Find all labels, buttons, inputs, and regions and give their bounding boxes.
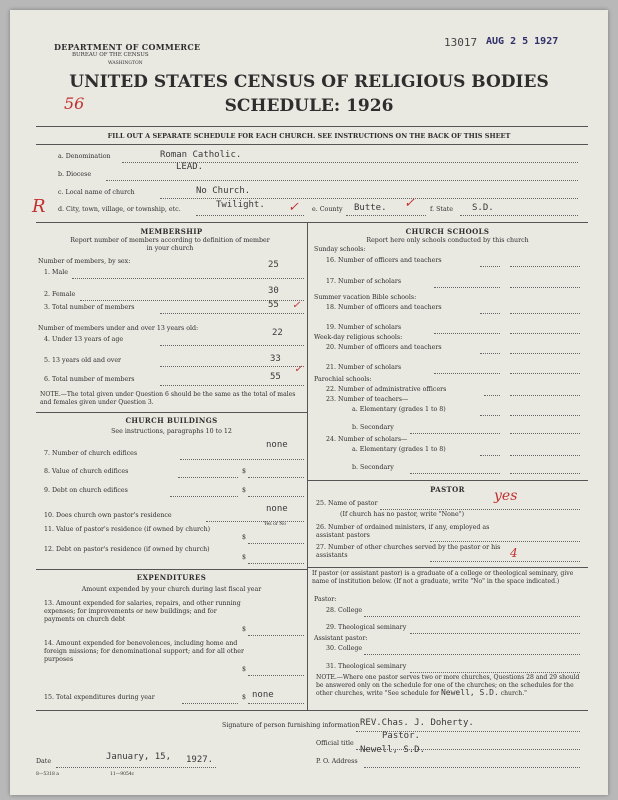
rule xyxy=(36,569,307,570)
bureau-label: BUREAU OF THE CENSUS xyxy=(72,52,149,58)
dotted-line xyxy=(410,633,580,634)
multi-note-end: church." xyxy=(500,690,527,697)
column-divider xyxy=(307,222,308,710)
dotted-line xyxy=(510,333,580,334)
dotted-line xyxy=(510,395,580,396)
dotted-line xyxy=(248,543,304,544)
dotted-line xyxy=(510,313,580,314)
currency-sign: $ xyxy=(242,694,247,701)
dotted-line xyxy=(480,266,500,267)
dotted-line xyxy=(248,675,304,676)
dotted-line xyxy=(510,353,580,354)
q3-label: 3. Total number of members xyxy=(44,304,135,311)
dotted-line xyxy=(248,496,304,497)
check-mark: ✓ xyxy=(404,196,415,211)
dotted-line xyxy=(248,635,304,636)
parochial-label: Parochial schools: xyxy=(314,376,372,383)
buildings-sub: See instructions, paragraphs 10 to 12 xyxy=(111,428,232,435)
schools-intro: Report here only schools conducted by this church xyxy=(366,237,529,244)
q16-label: 16. Number of officers and teachers xyxy=(326,257,442,264)
rule xyxy=(307,480,588,481)
under-over-label: Number of members under and over 13 years old: xyxy=(38,325,199,332)
dotted-line xyxy=(160,385,304,386)
q6-label: 6. Total number of members xyxy=(44,376,135,383)
multi-note-text: NOTE.—Where one pastor serves two or more churches, Questions 28 and 29 should be answered only on the schedule for one of the churches; on the schedules for the other churches, write "See schedule for xyxy=(316,674,580,697)
dotted-line xyxy=(460,215,578,216)
weekday-label: Week-day religious schools: xyxy=(314,334,403,341)
dotted-line xyxy=(364,767,580,768)
q24a-label: a. Elementary (grades 1 to 8) xyxy=(352,446,446,453)
dotted-line xyxy=(430,561,580,562)
dotted-line xyxy=(364,654,580,655)
hand-number: 56 xyxy=(64,94,85,113)
dotted-line xyxy=(180,459,304,460)
dotted-line xyxy=(510,266,580,267)
rule xyxy=(36,710,588,711)
q21-label: 21. Number of scholars xyxy=(326,364,402,371)
check-mark: ✓ xyxy=(294,364,303,375)
yes-no-hint: Yes or No xyxy=(264,522,286,527)
q10-value[interactable]: none xyxy=(266,504,288,514)
dotted-line xyxy=(160,198,578,199)
q17-label: 17. Number of scholars xyxy=(326,278,402,285)
local-name-value[interactable]: No Church. xyxy=(196,186,251,196)
q2-label: 2. Female xyxy=(44,291,76,298)
dotted-line xyxy=(248,563,304,564)
q27-value[interactable]: 4 xyxy=(510,546,518,560)
dotted-line xyxy=(364,616,580,617)
hand-letter: R xyxy=(32,196,46,217)
department-label: DEPARTMENT OF COMMERCE xyxy=(54,42,201,52)
dotted-line xyxy=(480,455,500,456)
currency-sign: $ xyxy=(242,666,247,673)
dotted-line xyxy=(380,509,580,510)
q28-label: 28. College xyxy=(326,607,363,614)
dotted-line xyxy=(480,313,500,314)
asst-pastor-sublabel: Assistant pastor: xyxy=(314,635,368,642)
check-mark: ✓ xyxy=(288,200,299,215)
dotted-line xyxy=(410,672,580,673)
q24-label: 24. Number of scholars— xyxy=(326,436,408,443)
stamp-number: 13017 xyxy=(444,36,478,49)
q12-label: 12. Debt on pastor's residence (if owned by church) xyxy=(44,546,210,553)
dotted-line xyxy=(510,433,580,434)
dotted-line xyxy=(248,477,304,478)
pastor-title: PASTOR xyxy=(430,485,465,494)
dotted-line xyxy=(182,703,238,704)
dotted-line xyxy=(196,215,304,216)
q4-label: 4. Under 13 years of age xyxy=(44,336,124,343)
form-title: UNITED STATES CENSUS OF RELIGIOUS BODIES xyxy=(69,72,549,92)
dotted-line xyxy=(434,287,500,288)
q27-label: 27. Number of other churches served by the pastor or his assistants xyxy=(316,544,501,559)
dotted-line xyxy=(248,703,304,704)
buildings-title: CHURCH BUILDINGS xyxy=(125,416,218,425)
q1-value[interactable]: 25 xyxy=(268,260,279,270)
rule xyxy=(36,144,588,145)
q3-value[interactable]: 55 xyxy=(268,300,279,310)
check-mark: ✓ xyxy=(292,300,301,311)
dotted-line xyxy=(510,373,580,374)
q25-value[interactable]: yes xyxy=(494,488,518,504)
dotted-line xyxy=(410,433,500,434)
graduate-note: If pastor (or assistant pastor) is a graduate of a college or theological seminary, give name of institution below. (If not a graduate, write "No" in the space indicated.) xyxy=(312,570,574,585)
membership-title: MEMBERSHIP xyxy=(140,227,203,236)
official-title-label: Official title xyxy=(316,740,354,747)
dotted-line xyxy=(72,278,304,279)
q24b-label: b. Secondary xyxy=(352,464,394,471)
q8-label: 8. Value of church edifices xyxy=(44,468,129,475)
city-value[interactable]: Twilight. xyxy=(216,200,265,210)
denomination-label: a. Denomination xyxy=(58,153,111,160)
address-label: P. O. Address xyxy=(316,758,358,765)
multi-church-note xyxy=(316,674,584,698)
q25-label: 25. Name of pastor xyxy=(316,500,378,507)
dotted-line xyxy=(410,473,500,474)
q5-value[interactable]: 33 xyxy=(270,354,281,364)
rule xyxy=(36,412,307,413)
rule xyxy=(307,567,588,568)
q9-label: 9. Debt on church edifices xyxy=(44,487,128,494)
signature-label: Signature of person furnishing information xyxy=(222,722,360,729)
q5-label: 5. 13 years old and over xyxy=(44,357,122,364)
currency-sign: $ xyxy=(242,626,247,633)
dotted-line xyxy=(480,353,500,354)
expenditures-title: EXPENDITURES xyxy=(136,573,207,582)
sunday-label: Sunday schools: xyxy=(314,246,366,253)
dotted-line xyxy=(206,521,304,522)
q22-label: 22. Number of administrative officers xyxy=(326,386,447,393)
q15-label: 15. Total expenditures during year xyxy=(44,694,155,701)
date-value[interactable]: January, 15, xyxy=(106,752,172,762)
q6-value[interactable]: 55 xyxy=(270,372,281,382)
city-label: WASHINGTON xyxy=(108,61,143,66)
county-value[interactable]: Butte. xyxy=(354,203,387,213)
signature-value[interactable]: REV.Chas. J. Doherty. xyxy=(360,718,474,728)
dotted-line xyxy=(434,373,500,374)
q11-label: 11. Value of pastor's residence (if owned by church) xyxy=(44,526,211,533)
dotted-line xyxy=(56,767,216,768)
q18-label: 18. Number of officers and teachers xyxy=(326,304,442,311)
city-label-field: d. City, town, village, or township, etc. xyxy=(58,206,181,213)
form-number: 8—5318 a xyxy=(36,772,59,777)
diocese-value[interactable]: LEAD. xyxy=(176,162,204,172)
dotted-line xyxy=(434,333,500,334)
currency-sign: $ xyxy=(242,534,247,541)
q7-label: 7. Number of church edifices xyxy=(44,450,138,457)
pastor-sublabel: Pastor: xyxy=(314,596,337,603)
q26-label: 26. Number of ordained ministers, if any, employed as assistant pastors xyxy=(316,524,490,539)
q4-value[interactable]: 22 xyxy=(272,328,283,338)
q15-value[interactable]: none xyxy=(252,690,274,700)
dotted-line xyxy=(430,541,580,542)
q19-label: 19. Number of scholars xyxy=(326,324,402,331)
q30-label: 30. College xyxy=(326,645,363,652)
dotted-line xyxy=(510,455,580,456)
schools-title: CHURCH SCHOOLS xyxy=(405,227,490,236)
expenditures-sub: Amount expended by your church during last fiscal year xyxy=(81,586,262,593)
currency-sign: $ xyxy=(242,554,247,561)
q31-label: 31. Theological seminary xyxy=(326,663,407,670)
state-value[interactable]: S.D. xyxy=(472,203,494,213)
q23b-label: b. Secondary xyxy=(352,424,394,431)
print-number: 11—9054c xyxy=(110,772,135,777)
date-label: Date xyxy=(36,758,52,765)
q29-label: 29. Theological seminary xyxy=(326,624,407,631)
q23-label: 23. Number of teachers— xyxy=(326,396,409,403)
q14-label: 14. Amount expended for benevolences, including home and foreign missions; for denominational support; and for all other purposes xyxy=(44,640,244,663)
dotted-line xyxy=(178,477,238,478)
diocese-label: b. Diocese xyxy=(58,171,92,178)
membership-intro: Report number of members according to definition of member in your church xyxy=(70,237,270,252)
local-name-label: c. Local name of church xyxy=(58,189,135,196)
by-sex-label: Number of members, by sex: xyxy=(38,258,131,265)
rule xyxy=(36,222,588,223)
dotted-line xyxy=(484,395,500,396)
stamp-date: AUG 2 5 1927 xyxy=(486,36,559,47)
membership-note: NOTE.—The total given under Question 6 should be the same as the total of males and females given under Question 3. xyxy=(40,391,296,406)
county-label: e. County xyxy=(312,206,343,213)
address-value[interactable]: Newell, S.D. xyxy=(360,745,426,755)
dotted-line xyxy=(510,415,580,416)
dotted-line xyxy=(510,287,580,288)
q10-label: 10. Does church own pastor's residence xyxy=(44,512,172,519)
q7-value[interactable]: none xyxy=(266,440,288,450)
dotted-line xyxy=(106,180,578,181)
currency-sign: $ xyxy=(242,468,247,475)
date-year[interactable]: 1927. xyxy=(186,755,214,765)
q13-label: 13. Amount expended for salaries, repairs, and other running expenses; for improvements or new buildings; and for payments on church debt xyxy=(44,600,241,623)
dotted-line xyxy=(480,415,500,416)
currency-sign: $ xyxy=(242,487,247,494)
dotted-line xyxy=(160,366,304,367)
q2-value[interactable]: 30 xyxy=(268,286,279,296)
q1-label: 1. Male xyxy=(44,269,68,276)
census-form xyxy=(10,10,608,795)
dotted-line xyxy=(346,215,426,216)
instructions: FILL OUT A SEPARATE SCHEDULE FOR EACH CHURCH. SEE INSTRUCTIONS ON THE BACK OF THIS SHEET xyxy=(107,132,511,140)
q20-label: 20. Number of officers and teachers xyxy=(326,344,442,351)
denomination-value[interactable]: Roman Catholic. xyxy=(160,150,242,160)
dotted-line xyxy=(160,313,304,314)
rule xyxy=(36,126,588,127)
summer-label: Summer vacation Bible schools: xyxy=(314,294,417,301)
dotted-line xyxy=(510,473,580,474)
multi-note-value[interactable]: Newell, S.D. xyxy=(440,688,499,697)
official-title-value[interactable]: Pastor. xyxy=(382,731,420,741)
schedule-title: SCHEDULE: 1926 xyxy=(224,96,394,116)
q25-sub: (If church has no pastor, write "None") xyxy=(340,511,465,518)
state-label: f. State xyxy=(430,206,453,213)
dotted-line xyxy=(160,345,304,346)
dotted-line xyxy=(170,496,238,497)
q23a-label: a. Elementary (grades 1 to 8) xyxy=(352,406,446,413)
